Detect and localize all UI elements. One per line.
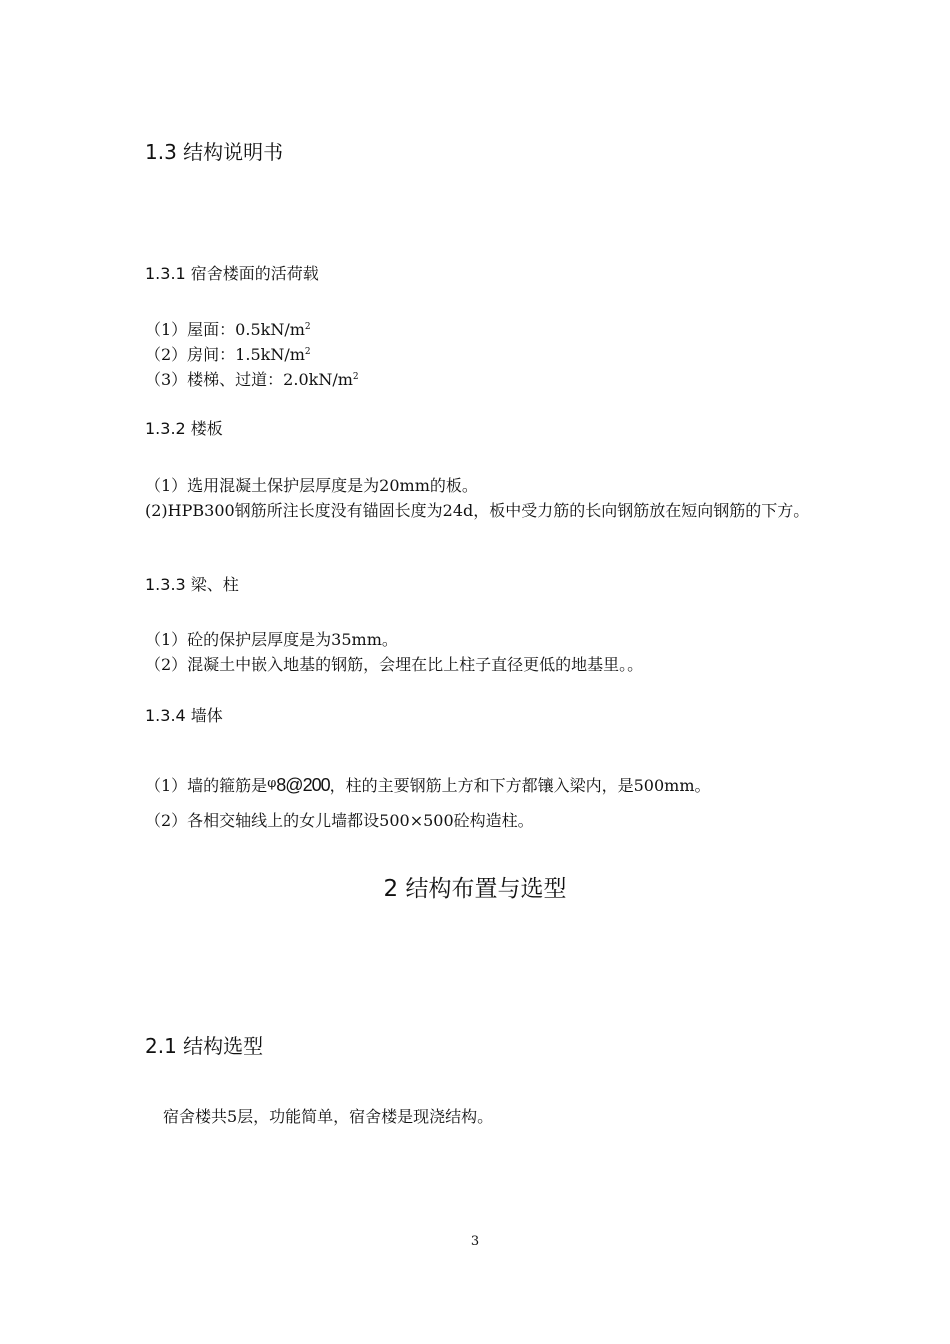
superscript: 2: [304, 322, 311, 332]
superscript: 2: [304, 347, 311, 357]
superscript: 2: [352, 372, 359, 382]
list-item: （2）各相交轴线上的女儿墙都设500×500砼构造柱。: [145, 811, 534, 830]
paragraph: 宿舍楼共5层，功能简单，宿舍楼是现浇结构。: [163, 1107, 494, 1126]
section-1-3-4-heading: 1.3.4 墙体: [145, 706, 223, 725]
list-item: (2)HPB300钢筋所注长度没有锚固长度为24d，板中受力筋的长向钢筋放在短向钢筋的下方。: [145, 501, 810, 520]
list-item-text: （1）屋面：0.5kN/m: [145, 320, 305, 339]
section-1-3-3-heading: 1.3.3 梁、柱: [145, 575, 239, 594]
list-item: [145, 771, 711, 799]
page-number: 3: [470, 1234, 480, 1249]
section-1-3-2-heading: 1.3.2 楼板: [145, 419, 223, 438]
list-item-text: （3）楼梯、过道：2.0kN/m: [145, 370, 353, 389]
list-item: [145, 367, 359, 392]
rebar-spec: 8@200: [276, 775, 330, 795]
list-item: （2）混凝土中嵌入地基的钢筋，会埋在比上柱子直径更低的地基里。。: [145, 655, 644, 674]
list-item: [145, 317, 359, 342]
live-load-list: [145, 317, 359, 392]
chapter-2-heading: 2 结构布置与选型: [383, 876, 567, 902]
beam-column-list: [145, 627, 643, 677]
phi-symbol: φ: [267, 776, 277, 791]
list-item: （1）砼的保护层厚度是为35mm。: [145, 630, 398, 649]
list-item: [145, 342, 359, 367]
list-item-text: （2）房间：1.5kN/m: [145, 345, 305, 364]
section-1-3-1-heading: 1.3.1 宿舍楼面的活荷载: [145, 264, 319, 283]
list-item: （1）选用混凝土保护层厚度是为20mm的板。: [145, 476, 478, 495]
section-2-1-heading: 2.1 结构选型: [145, 1034, 264, 1058]
list-item-text: ，柱的主要钢筋上方和下方都镶入梁内，是500mm。: [329, 776, 711, 795]
section-1-3-heading: 1.3 结构说明书: [145, 140, 284, 164]
list-item-text: （1）墙的箍筋是: [145, 776, 268, 795]
